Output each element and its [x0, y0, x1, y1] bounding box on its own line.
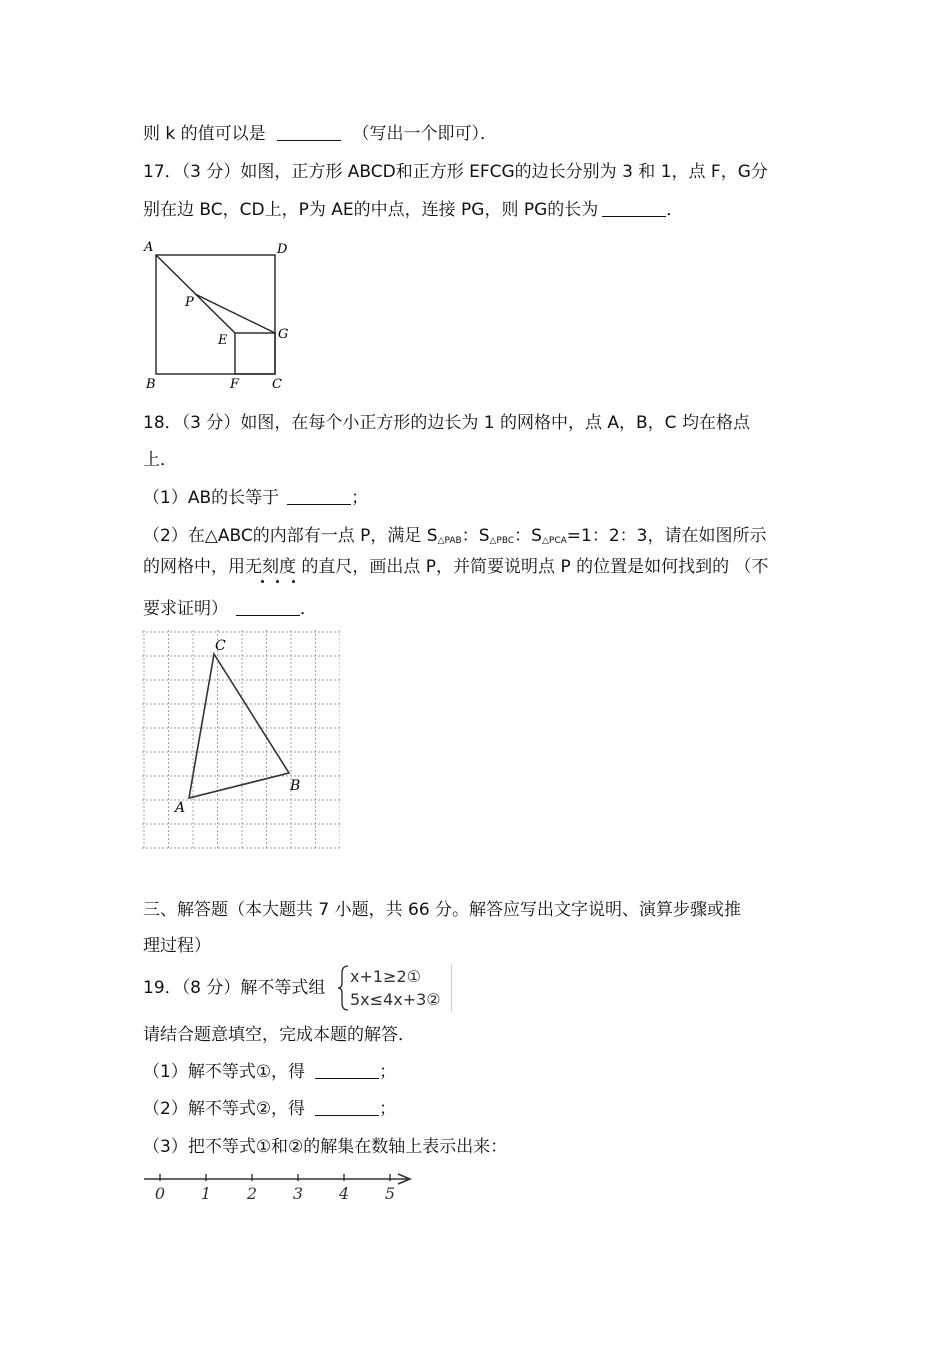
- q18-label-a: A: [175, 800, 186, 816]
- q18-line1: 18．（3 分）如图，在每个小正方形的边长为 1 的网格中，点 A，B，C 均在格点: [143, 413, 750, 433]
- q18-part2-line2: 的网格中，用无刻度 的直尺，画出点 P，并简要说明点 P 的位置是如何找到的 （不: [143, 557, 769, 577]
- q18-label-b: B: [290, 778, 301, 794]
- q19-part2: （2）解不等式②，得 ；: [143, 1099, 397, 1119]
- q19-prompt: 请结合题意填空，完成本题的解答．: [143, 1025, 415, 1045]
- number-line: [142, 1170, 416, 1204]
- q17-label-p: P: [185, 295, 194, 310]
- axis-tick-label: 2: [246, 1184, 258, 1203]
- axis-tick-label: 4: [338, 1184, 350, 1203]
- inequality-1: x+1≥2①: [350, 967, 421, 986]
- q17-line1: 17．（3 分）如图，正方形 ABCD和正方形 EFCG的边长分别为 3 和 1，点 F，G分: [143, 162, 768, 182]
- axis-tick-label: 5: [384, 1184, 396, 1203]
- left-brace-icon: [336, 964, 350, 1012]
- emphasis-dot: [292, 580, 295, 583]
- q17-label-a: A: [144, 240, 154, 255]
- axis-tick-label: 1: [200, 1184, 212, 1203]
- axis-tick-label: 3: [292, 1184, 304, 1203]
- emphasis-dot: [261, 580, 264, 583]
- q18-part1-blank[interactable]: [287, 488, 351, 505]
- section3-heading-line2: 理过程）: [143, 936, 211, 956]
- q18-label-c: C: [215, 638, 226, 654]
- q18-part2-blank[interactable]: [236, 599, 300, 616]
- inequality-2: 5x≤4x+3②: [350, 990, 441, 1009]
- q17-label-c: C: [272, 377, 282, 392]
- section3-heading-line1: 三、解答题（本大题共 7 小题，共 66 分。解答应写出文字说明、演算步骤或推: [143, 900, 742, 920]
- q19-part1-blank[interactable]: [315, 1062, 379, 1079]
- inequality-system: [336, 964, 452, 1012]
- q16-answer-blank[interactable]: [277, 124, 341, 141]
- q18-part2-line3: 要求证明） ．: [143, 599, 317, 619]
- q17-label-g: G: [278, 327, 289, 342]
- q18-line2: 上．: [143, 450, 177, 470]
- q19-part3: （3）把不等式①和②的解集在数轴上表示出来：: [143, 1137, 508, 1157]
- q17-square-figure: [142, 238, 297, 393]
- axis-tick-label: 0: [154, 1184, 166, 1203]
- emphasis-dot: [276, 580, 279, 583]
- q17-label-b: B: [146, 377, 156, 392]
- q16-answer-line: 则 k 的值可以是 （写出一个即可）．: [143, 124, 497, 144]
- q17-line2: 别在边 BC，CD上，P为 AE的中点，连接 PG，则 PG的长为 ．: [143, 200, 684, 220]
- q19-part1: （1）解不等式①，得 ；: [143, 1062, 397, 1082]
- q18-part1: （1）AB的长等于 ；: [143, 488, 369, 508]
- q17-label-f: F: [230, 377, 240, 392]
- q17-answer-blank[interactable]: [602, 200, 666, 217]
- q19-part2-blank[interactable]: [315, 1099, 379, 1116]
- q19-intro: 19．（8 分）解不等式组: [143, 978, 326, 998]
- q18-part2-line1: （2）在△ABC的内部有一点 P，满足 $S_{\triangle PAB}$：$S_{\triangle PBC}$：$S_{\triangle PCA}=1$：2：3，请在如图所示: [143, 526, 767, 546]
- q18-grid-figure: [142, 630, 340, 850]
- q17-label-e: E: [218, 333, 228, 348]
- q17-label-d: D: [277, 242, 288, 257]
